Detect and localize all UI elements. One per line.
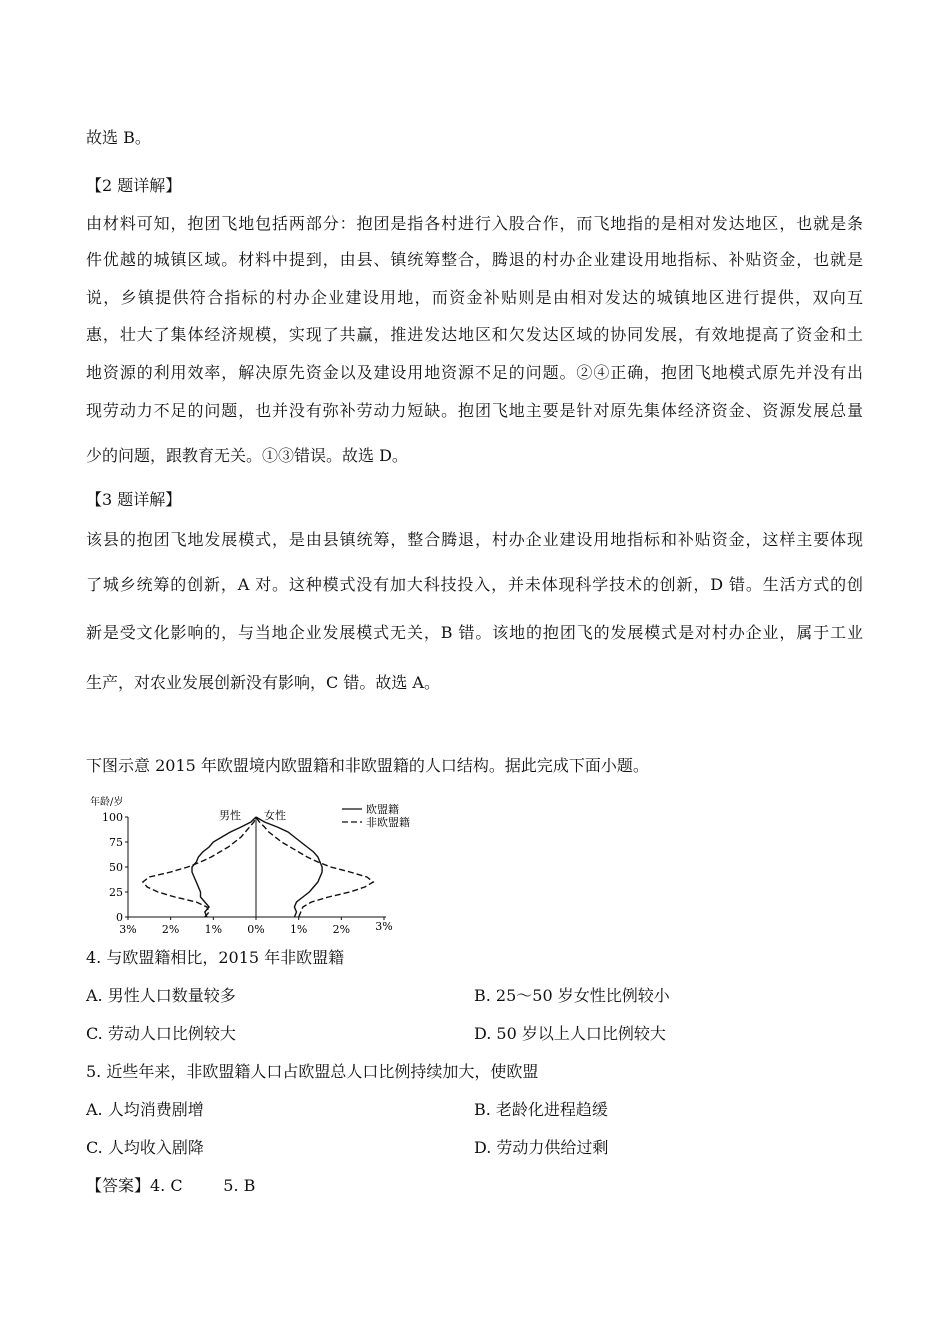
q5-stem: 5. 近些年来，非欧盟籍人口占欧盟总人口比例持续加大，使欧盟	[86, 1062, 539, 1081]
y-tick-label: 0	[116, 911, 123, 924]
eu-male-series-line	[192, 817, 256, 917]
q2-line: 少的问题，跟教育无关。①③错误。故选 D。	[86, 446, 408, 465]
x-tick-label: 1%	[204, 923, 223, 936]
q5-option-d: D. 劳动力供给过剩	[474, 1138, 609, 1157]
q2-line: 现劳动力不足的问题，也并没有弥补劳动力短缺。抱团飞地主要是针对原先集体经济资金、资源发展总量	[86, 401, 863, 420]
x-tick-label: 2%	[161, 923, 180, 936]
q3-header: 【3 题详解】	[86, 490, 182, 509]
q4-option-c: C. 劳动人口比例较大	[86, 1024, 236, 1043]
q2-line: 地资源的利用效率，解决原先资金以及建设用地资源不足的问题。②④正确，抱团飞地模式原先并没有出	[86, 363, 863, 382]
q2-line: 件优越的城镇区域。材料中提到，由县、镇统筹整合，腾退的村办企业建设用地指标、补贴资金，也就是	[86, 250, 863, 269]
y-axis-label: 年龄/岁	[90, 797, 124, 808]
q4-option-b: B. 25～50 岁女性比例较小	[474, 986, 670, 1005]
q4-option-d: D. 50 岁以上人口比例较大	[474, 1024, 666, 1043]
q4-option-a: A. 男性人口数量较多	[86, 986, 236, 1005]
female-label: 女性	[264, 809, 286, 822]
q3-line: 该县的抱团飞地发展模式，是由县镇统筹，整合腾退，村办企业建设用地指标和补贴资金，这样主要体现	[86, 530, 863, 549]
q3-line: 了城乡统筹的创新，A 对。这种模式没有加大科技投入，并未体现科学技术的创新，D 错。生活方式的创	[86, 575, 863, 594]
q2-line: 说，乡镇提供符合指标的村办企业建设用地，而资金补贴则是由相对发达的城镇地区进行提供，双向互	[86, 288, 863, 307]
population-pyramid-chart	[86, 790, 416, 938]
non-eu-male-series-line	[143, 817, 256, 917]
x-tick-label: 3%	[119, 923, 137, 936]
series-group	[143, 817, 373, 917]
q4-stem: 4. 与欧盟籍相比，2015 年非欧盟籍	[86, 948, 345, 967]
q3-line: 生产，对农业发展创新没有影响，C 错。故选 A。	[86, 673, 440, 692]
x-tick-label: 3%	[375, 920, 393, 933]
x-tick-label: 2%	[332, 923, 351, 936]
chart-intro: 下图示意 2015 年欧盟境内欧盟籍和非欧盟籍的人口结构。据此完成下面小题。	[86, 756, 649, 775]
q5-option-b: B. 老龄化进程趋缓	[474, 1100, 608, 1119]
x-tick-label: 0%	[247, 923, 265, 936]
y-tick-label: 25	[109, 886, 123, 899]
q5-option-a: A. 人均消费剧增	[86, 1100, 204, 1119]
q5-option-c: C. 人均收入剧降	[86, 1138, 204, 1157]
text-gu-xuan-b: 故选 B。	[86, 128, 151, 147]
answer-line: 【答案】4. C 5. B	[86, 1176, 256, 1195]
x-tick-label: 1%	[289, 923, 308, 936]
y-tick-label: 50	[109, 861, 123, 874]
legend-item: 非欧盟籍	[366, 816, 410, 829]
q2-line: 惠，壮大了集体经济规模，实现了共赢，推进发达地区和欠发达区域的协同发展，有效地提高了资金和土	[86, 325, 863, 344]
x-tick-group	[119, 917, 392, 936]
non-eu-female-series-line	[256, 817, 373, 917]
q2-header: 【2 题详解】	[86, 176, 182, 195]
q2-line: 由材料可知，抱团飞地包括两部分：抱团是指各村进行入股合作，而飞地指的是相对发达地区，也就是条	[86, 214, 863, 233]
y-tick-label: 100	[102, 811, 123, 824]
q3-line: 新是受文化影响的，与当地企业发展模式无关，B 错。该地的抱团飞的发展模式是对村办企业，属于工业	[86, 623, 863, 642]
legend-item: 欧盟籍	[366, 803, 399, 816]
y-tick-group	[102, 811, 128, 924]
male-label: 男性	[219, 809, 241, 822]
y-tick-label: 75	[109, 836, 123, 849]
